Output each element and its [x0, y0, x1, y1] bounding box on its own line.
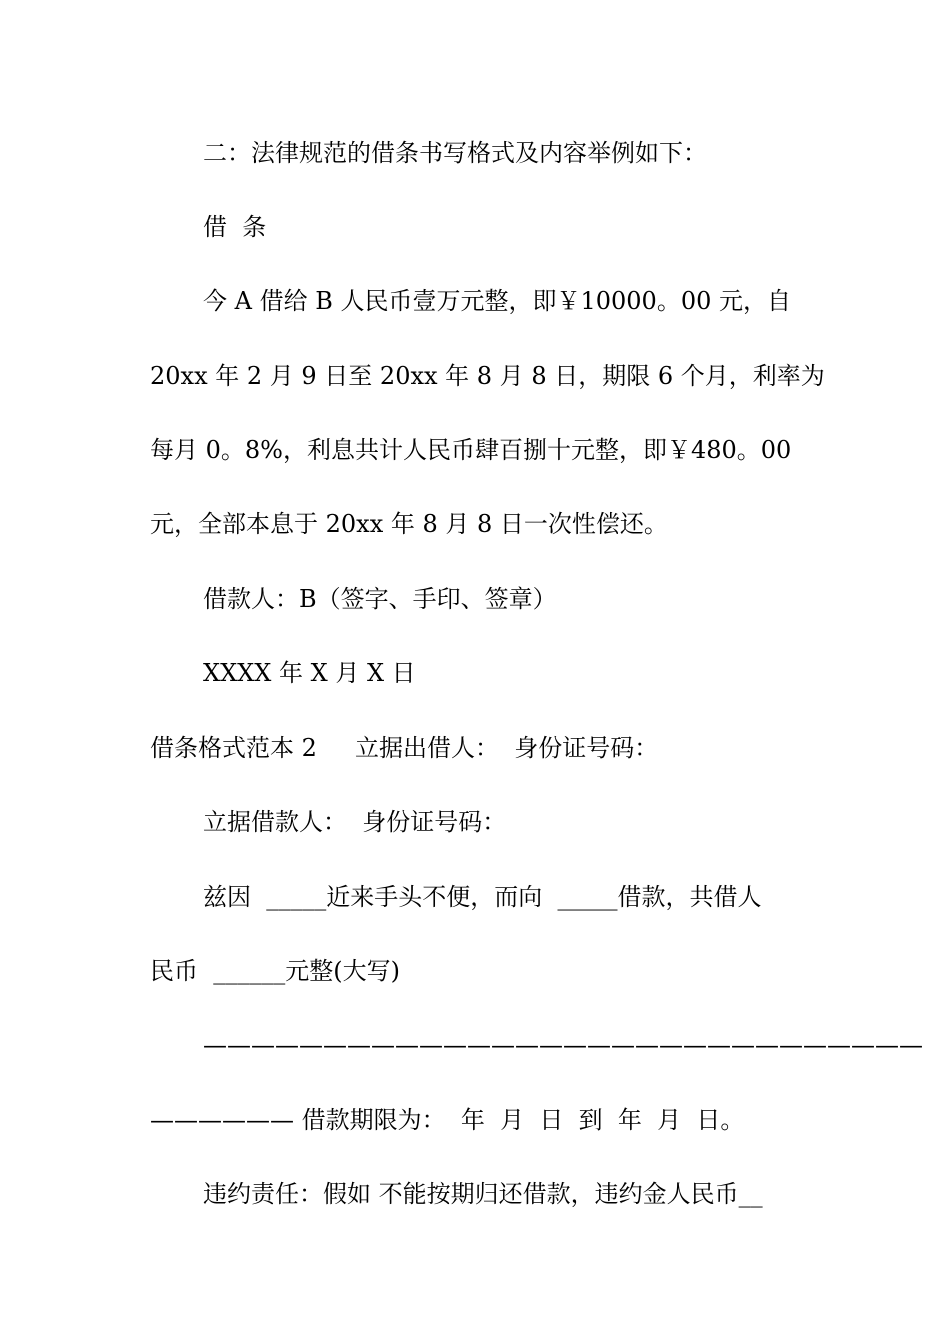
paragraph-line: 20xx 年 2 月 9 日至 20xx 年 8 月 8 日，期限 6 个月，利率为 [150, 362, 825, 390]
paragraph-line: 立据借款人： 身份证号码： [203, 808, 507, 836]
template-heading: 借条格式范本 2 立据出借人： 身份证号码： [150, 734, 659, 762]
paragraph-line: 今 A 借给 B 人民币壹万元整，即￥10000。00 元，自 [203, 287, 791, 315]
paragraph-line: 违约责任：假如 不能按期归还借款，违约金人民币__ [203, 1180, 763, 1208]
paragraph-line: 民币 ______元整(大写) [150, 957, 400, 985]
document-title: 借 条 [203, 213, 267, 241]
borrower-signature-line: 借款人：B（签字、手印、签章） [203, 585, 557, 613]
paragraph-line: 每月 0。8%，利息共计人民币肆百捌十元整，即￥480。00 [150, 436, 792, 464]
section-heading: 二：法律规范的借条书写格式及内容举例如下： [203, 139, 707, 167]
paragraph-line: 兹因 _____近来手头不便，而向 _____借款，共借人 [203, 883, 762, 911]
paragraph-line: —————— 借款期限为： 年 月 日 到 年 月 日。 [150, 1106, 745, 1134]
blank-fill-line: —————————————————————————————— [203, 1031, 923, 1059]
date-line: XXXX 年 X 月 X 日 [203, 659, 416, 687]
paragraph-line: 元，全部本息于 20xx 年 8 月 8 日一次性偿还。 [150, 510, 668, 538]
